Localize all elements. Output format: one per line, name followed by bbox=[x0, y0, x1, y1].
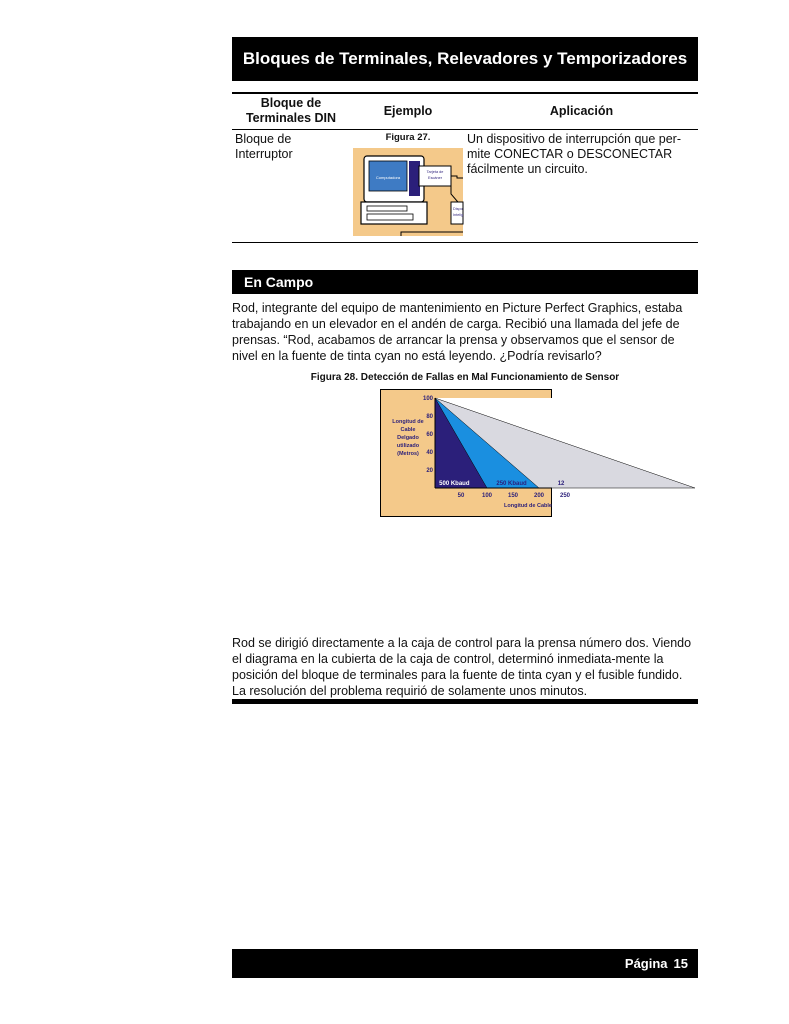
y-tick-label: 100 bbox=[422, 396, 433, 402]
y-axis-label-line-2: Cable bbox=[400, 427, 416, 433]
smart-device-label-1: Dispo bbox=[453, 207, 463, 211]
x-axis-label: Longitud de Cable bbox=[504, 503, 552, 509]
table-cell-block-name: Bloque de Interruptor bbox=[235, 132, 293, 161]
x-tick-label: 100 bbox=[481, 493, 493, 499]
keyboard bbox=[367, 214, 413, 220]
x-tick-label: 150 bbox=[507, 493, 519, 499]
figure-28-chart bbox=[380, 389, 571, 517]
y-tick-label: 20 bbox=[426, 468, 433, 474]
series-label-0: 500 Kbaud bbox=[439, 481, 470, 487]
table-top-rule bbox=[232, 92, 698, 94]
page-header-title: Bloques de Terminales, Relevadores y Temporizadores bbox=[232, 37, 698, 81]
table-header-example: Ejemplo bbox=[383, 104, 433, 118]
page-footer bbox=[232, 949, 698, 978]
paragraph-resolution: Rod se dirigió directamente a la caja de control para la prensa número dos. Viendo el diagrama en la cubierta de la caja de control, determinó inmediata-mente la posición del bloque de terminales para la fuente de tinta cyan y el fusible fundido. La resolución del problema requirió de solamente unos minutos. bbox=[232, 636, 692, 698]
figure-27-illustration bbox=[353, 148, 463, 236]
x-tick-label: 200 bbox=[533, 493, 545, 499]
figure-27-label: Figura 27. bbox=[385, 132, 431, 143]
y-axis-label-line-1: Longitud de bbox=[392, 419, 424, 425]
section-title-en-campo: En Campo bbox=[232, 270, 698, 294]
chart-series-group bbox=[435, 398, 695, 488]
computer-label: Computadora bbox=[375, 175, 401, 180]
scanner-card-label-2: Escáner bbox=[428, 176, 442, 180]
page-number: 15 bbox=[673, 956, 688, 971]
computer-side-panel bbox=[409, 161, 420, 196]
figure-28-caption: Figura 28. Detección de Fallas en Mal Funcionamiento de Sensor bbox=[310, 372, 620, 383]
scanner-card-label-1: Tarjeta de bbox=[426, 170, 444, 174]
table-cell-application: Un dispositivo de interrupción que per- mite CONECTAR o DESCONECTAR fácilmente un circuito. bbox=[467, 132, 682, 176]
paragraph-intro: Rod, integrante del equipo de mantenimiento en Picture Perfect Graphics, estaba trabajando en un elevador en el andén de carga. Recibió una llamada del jefe de prensas. “Rod, acabamos de arrancar la prensa y observamos que el sensor de nivel en la fuente de tinta cyan no está leyendo. ¿Podría revisarlo? bbox=[232, 301, 683, 363]
x-tick-label: 50 bbox=[457, 493, 465, 499]
x-tick-label: 250 bbox=[559, 493, 571, 499]
y-axis-label-line-3: Delgado bbox=[397, 435, 419, 441]
disk-drive bbox=[367, 206, 407, 211]
y-tick-label: 60 bbox=[426, 432, 433, 438]
table-header-application: Aplicación bbox=[549, 104, 614, 118]
series-label-2: 12 bbox=[557, 481, 565, 487]
y-axis-label-line-5: (Metros) bbox=[397, 451, 419, 457]
y-axis-label-line-4: utilizado bbox=[396, 443, 420, 449]
section-bottom-rule bbox=[232, 699, 698, 704]
table-header-rule bbox=[232, 129, 698, 130]
smart-device-label-2: Intelig bbox=[453, 213, 464, 217]
computer-base bbox=[361, 202, 427, 224]
table-header-block: Bloque de Terminales DIN bbox=[245, 96, 337, 125]
table-bottom-rule bbox=[232, 242, 698, 243]
y-tick-label: 40 bbox=[426, 450, 433, 456]
page-label: Página bbox=[624, 956, 668, 971]
y-tick-label: 80 bbox=[426, 414, 433, 420]
series-label-1: 250 Kbaud bbox=[496, 481, 527, 487]
